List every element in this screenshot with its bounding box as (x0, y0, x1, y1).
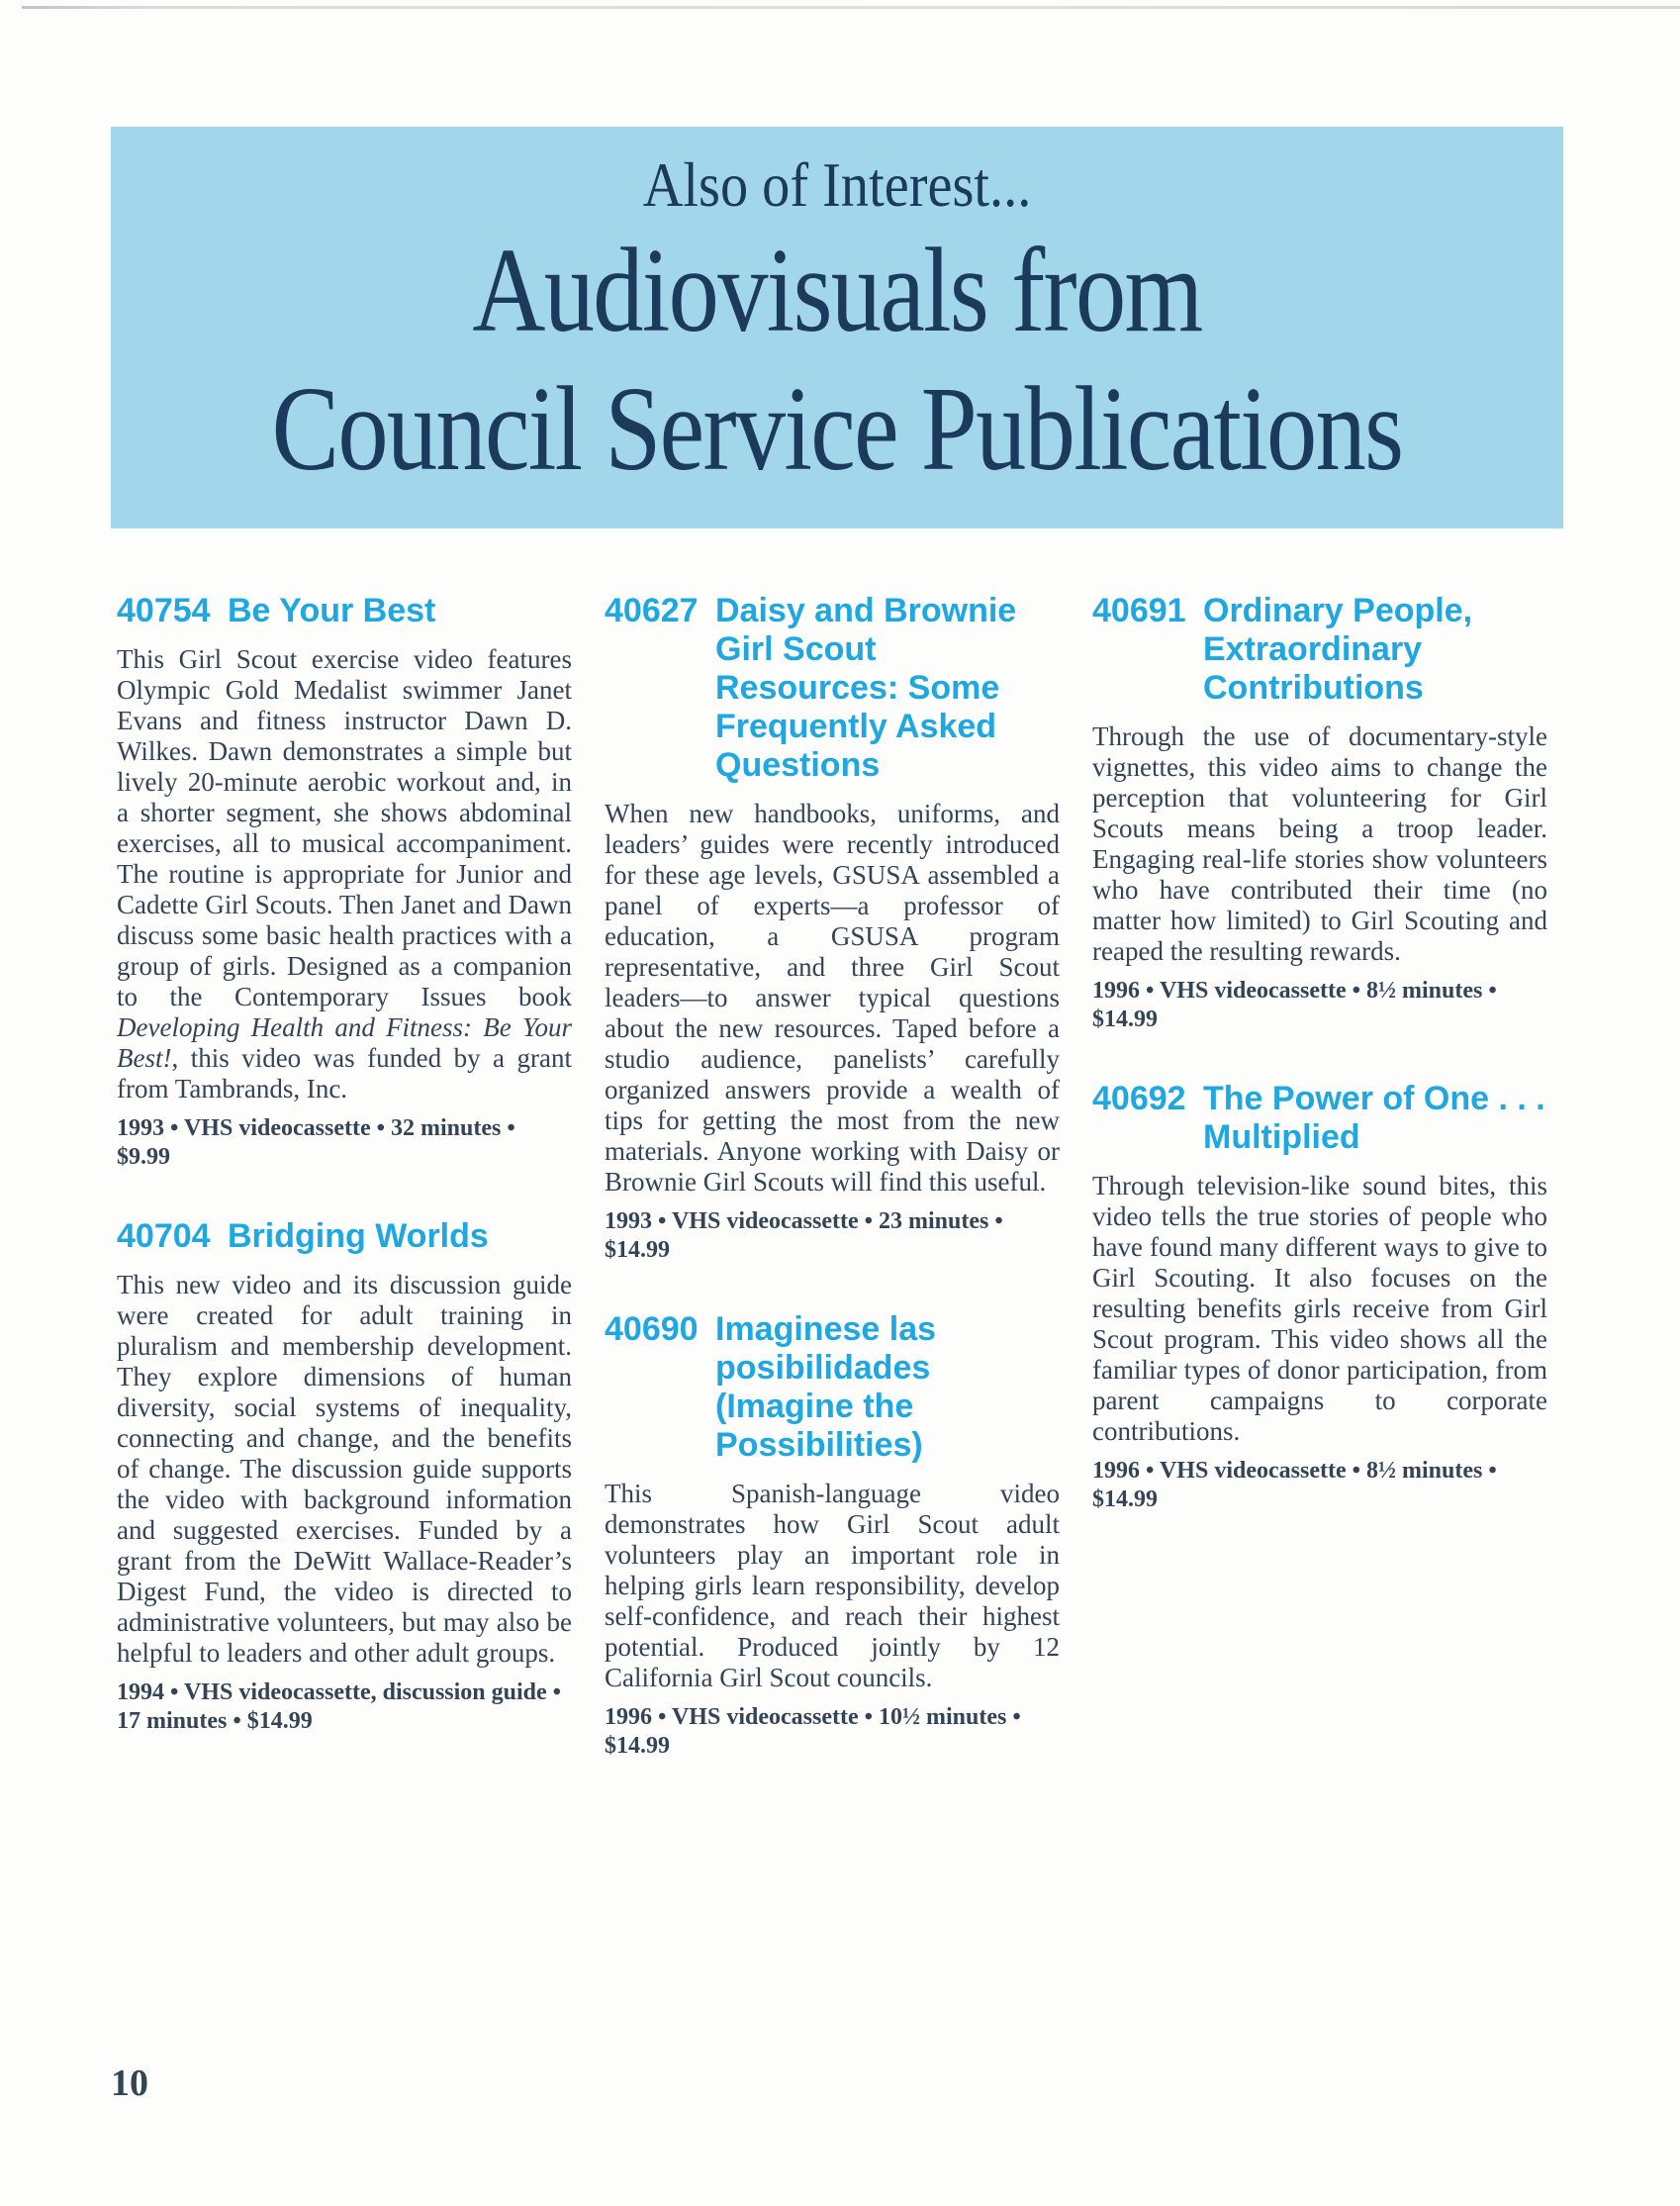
column-3 (1092, 592, 1547, 1761)
entry-title: Bridging Worlds (228, 1217, 489, 1255)
entry-meta: 1994 • VHS videocassette, discussion guide • 17 minutes • $14.99 (117, 1679, 562, 1734)
entry-heading (117, 1217, 572, 1256)
entry-title: Daisy and Brownie Girl Scout Resources: Some Frequently Asked Questions (715, 592, 1017, 784)
entry-code: 40754 (117, 592, 211, 629)
entry-description: This Spanish-language video demonstrates how Girl Scout adult volunteers play an important role in helping girls learn responsibility, develop self-confidence, and reach their highest potential. Produced jointly by 12 California Girl Scout councils. (605, 1479, 1060, 1692)
entry-meta: 1993 • VHS videocassette • 32 minutes • $9.99 (117, 1115, 515, 1170)
page-top-rule (22, 6, 1680, 9)
entry-code: 40692 (1092, 1080, 1186, 1117)
entry-meta: 1996 • VHS videocassette • 8½ minutes • $14.99 (1092, 978, 1497, 1032)
entry-description: This Girl Scout exercise video features Olympic Gold Medalist swimmer Janet Evans and fitness instructor Dawn D. Wilkes. Dawn demonstrates a simple but lively 20-minute aerobic workout and, in a shorter segment, she shows abdominal exercises, all to musical accompaniment. The routine is appropriate for Junior and Cadette Girl Scouts. Then Janet and Dawn discuss some basic health practices with a group of girls. Designed as a companion to the Contemporary Issues book Developing Health and Fitness: Be Your Best!, this video was funded by a grant from Tambrands, Inc. (117, 644, 572, 1103)
catalog-entry-40754 (117, 592, 572, 1172)
entry-description: Through television-like sound bites, this video tells the true stories of people who have found many different ways to give to Girl Scouting. It also focuses on the resulting benefits girls receive from Girl Scout program. This video shows all the familiar types of donor participation, from parent campaigns to corporate contributions. (1092, 1171, 1547, 1446)
entry-heading (1092, 1080, 1547, 1157)
entry-meta: 1996 • VHS videocassette • 8½ minutes • $14.99 (1092, 1458, 1497, 1512)
catalog-columns (117, 592, 1547, 1761)
catalog-entry-40627 (605, 592, 1060, 1265)
entry-code: 40704 (117, 1217, 211, 1255)
catalog-entry-40690 (605, 1310, 1060, 1761)
catalog-entry-40692 (1092, 1080, 1547, 1514)
banner-title-line-1: Audiovisuals from (472, 224, 1202, 357)
entry-title: The Power of One . . . Multiplied (1203, 1080, 1545, 1156)
banner (111, 127, 1563, 528)
entry-heading (605, 1310, 1060, 1465)
entry-title: Ordinary People, Extraordinary Contributions (1203, 592, 1473, 707)
banner-eyebrow: Also of Interest... (642, 149, 1032, 220)
banner-title-line-2: Council Service Publications (271, 362, 1403, 496)
column-2 (605, 592, 1060, 1761)
entry-heading (117, 592, 572, 630)
entry-meta: 1996 • VHS videocassette • 10½ minutes • $14.99 (605, 1704, 1021, 1759)
entry-title: Be Your Best (228, 592, 436, 629)
entry-heading (1092, 592, 1547, 708)
entry-code: 40627 (605, 592, 699, 629)
entry-description: This new video and its discussion guide were created for adult training in pluralism and membership development. They explore dimensions of human diversity, social systems of inequality, connecting and change, and the benefits of change. The discussion guide supports the video with background information and suggested exercises. Funded by a grant from the DeWitt Wallace-Reader’s Digest Fund, the video is directed to administrative volunteers, but may also be helpful to leaders and other adult groups. (117, 1270, 572, 1668)
entry-description: Through the use of documentary-style vignettes, this video aims to change the perception that volunteering for Girl Scouts means being a troop leader. Engaging real-life stories show volunteers who have contributed their time (no matter how limited) to Girl Scouting and reaped the resulting rewards. (1092, 721, 1547, 966)
page-number: 10 (111, 2062, 148, 2104)
entry-heading (605, 592, 1060, 785)
entry-title: Imaginese las posibilidades (Imagine the Possibilities) (715, 1310, 937, 1464)
column-1 (117, 592, 572, 1761)
catalog-entry-40691 (1092, 592, 1547, 1034)
entry-code: 40691 (1092, 592, 1186, 629)
catalog-entry-40704 (117, 1217, 572, 1736)
entry-description: When new handbooks, uniforms, and leaders’ guides were recently introduced for these age levels, GSUSA assembled a panel of experts—a professor of education, a GSUSA program representative, and three Girl Scout leaders—to answer typical questions about the new resources. Taped before a studio audience, panelists’ carefully organized answers provide a wealth of tips for getting the most from the new materials. Anyone working with Daisy or Brownie Girl Scouts will find this useful. (605, 799, 1060, 1197)
entry-meta: 1993 • VHS videocassette • 23 minutes • $14.99 (605, 1208, 1003, 1263)
entry-code: 40690 (605, 1310, 699, 1348)
